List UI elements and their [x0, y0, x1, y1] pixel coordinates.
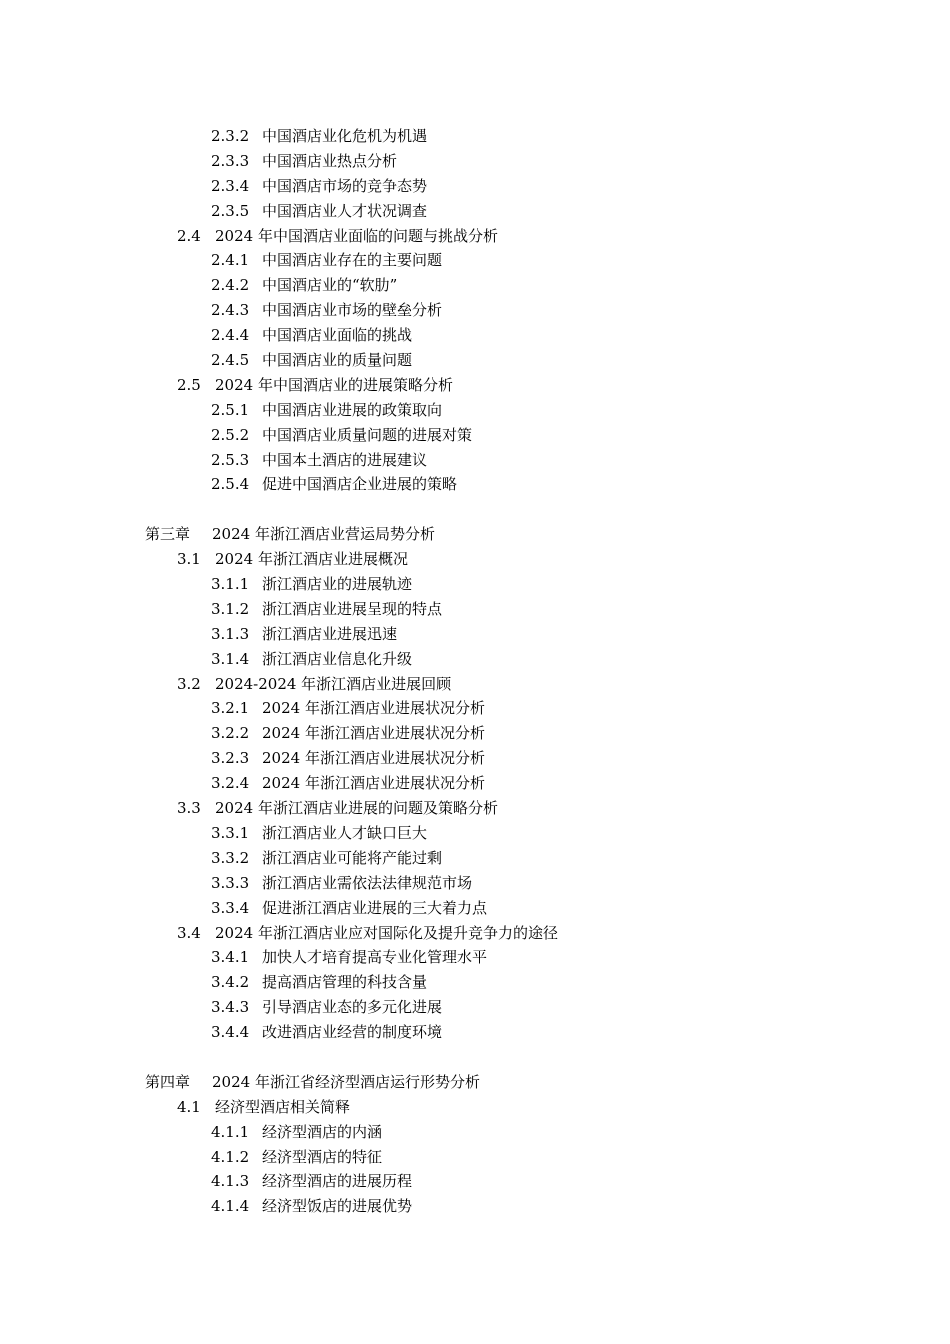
toc-subsection: [0, 174, 950, 199]
toc-number: 2.3.3: [211, 151, 250, 170]
toc-title: 2024 年浙江酒店业应对国际化及提升竞争力的途径: [215, 923, 558, 942]
toc-subsection: [0, 472, 950, 497]
toc-number: 3.2.4: [211, 774, 250, 793]
toc-title: 浙江酒店业可能将产能过剩: [262, 848, 443, 867]
toc-title: 浙江酒店业的进展轨迹: [262, 575, 413, 594]
toc-title: 中国酒店业面临的挑战: [262, 326, 413, 345]
toc-title: 加快人才培育提高专业化管理水平: [262, 948, 488, 967]
toc-subsection: [0, 199, 950, 224]
toc-number: 2.3.2: [211, 127, 250, 145]
toc-subsection: [0, 647, 950, 672]
section-spacer: [0, 497, 950, 522]
toc-section: [0, 547, 950, 572]
toc-title: 引导酒店业态的多元化进展: [262, 998, 443, 1017]
toc-number: 2.4.3: [211, 301, 250, 320]
toc-title: 中国酒店业人才状况调查: [262, 201, 428, 220]
toc-subsection: [0, 721, 950, 746]
toc-number: 2.4.1: [211, 251, 250, 270]
toc-number: 3.3: [177, 799, 201, 818]
toc-subsection: [0, 970, 950, 995]
toc-subsection: [0, 348, 950, 373]
toc-number: 3.2.2: [211, 724, 250, 743]
toc-number: 4.1.3: [211, 1172, 250, 1191]
toc-subsection: [0, 821, 950, 846]
toc-number: 3.3.3: [211, 873, 250, 892]
toc-number: 3.4.1: [211, 948, 250, 967]
toc-title: 经济型酒店相关简释: [215, 1097, 351, 1116]
toc-subsection: [0, 771, 950, 796]
toc-title: 浙江酒店业信息化升级: [262, 649, 413, 668]
toc-subsection: [0, 896, 950, 921]
toc-subsection: [0, 1020, 950, 1045]
toc-title: 中国酒店业化危机为机遇: [262, 127, 428, 145]
toc-title: 2024 年浙江酒店业进展状况分析: [262, 699, 485, 718]
toc-subsection: [0, 622, 950, 647]
toc-subsection: [0, 323, 950, 348]
toc-subsection: [0, 597, 950, 622]
toc-number: 3.1.3: [211, 624, 250, 643]
toc-subsection: [0, 696, 950, 721]
toc-title: 2024 年中国酒店业面临的问题与挑战分析: [215, 226, 498, 245]
toc-subsection: [0, 1169, 950, 1194]
toc-title: 浙江酒店业需依法法律规范市场: [262, 873, 473, 892]
toc-number: 4.1.4: [211, 1197, 250, 1216]
toc-number: 2.3.5: [211, 201, 250, 220]
toc-section: [0, 373, 950, 398]
toc-number: 第三章: [145, 525, 191, 544]
toc-title: 中国酒店业存在的主要问题: [262, 251, 443, 270]
toc-number: 4.1.2: [211, 1147, 250, 1166]
toc-title: 浙江酒店业进展迅速: [262, 624, 398, 643]
toc-number: 第四章: [145, 1072, 191, 1091]
toc-title: 浙江酒店业进展呈现的特点: [262, 599, 443, 618]
toc-number: 2.3.4: [211, 176, 250, 195]
toc-subsection: [0, 746, 950, 771]
toc-number: 3.4: [177, 923, 201, 942]
section-spacer: [0, 1045, 950, 1070]
toc-title: 经济型酒店的特征: [262, 1147, 383, 1166]
toc-title: 改进酒店业经营的制度环境: [262, 1023, 443, 1042]
toc-subsection: [0, 572, 950, 597]
toc-subsection: [0, 423, 950, 448]
toc-number: 2.5.1: [211, 400, 250, 419]
toc-title: 中国酒店业的“软肋”: [262, 276, 398, 295]
toc-number: 3.1.2: [211, 599, 250, 618]
toc-title: 提高酒店管理的科技含量: [262, 973, 428, 992]
toc-title: 2024 年中国酒店业的进展策略分析: [215, 375, 453, 394]
toc-title: 2024 年浙江省经济型酒店运行形势分析: [212, 1072, 480, 1091]
toc-title: 2024 年浙江酒店业进展状况分析: [262, 749, 485, 768]
toc-title: 中国酒店业进展的政策取向: [262, 400, 443, 419]
toc-title: 2024 年浙江酒店业进展概况: [215, 550, 408, 569]
toc-number: 3.4.3: [211, 998, 250, 1017]
toc-number: 3.3.1: [211, 823, 250, 842]
toc-subsection: [0, 1120, 950, 1145]
toc-title: 中国酒店市场的竞争态势: [262, 176, 428, 195]
toc-number: 3.2: [177, 674, 201, 693]
toc-number: 2.4.4: [211, 326, 250, 345]
toc-title: 2024 年浙江酒店业进展状况分析: [262, 724, 485, 743]
toc-number: 3.2.1: [211, 699, 250, 718]
toc-subsection: [0, 273, 950, 298]
toc-number: 2.5: [177, 375, 201, 394]
toc-chapter: [0, 1070, 950, 1095]
toc-subsection: [0, 995, 950, 1020]
toc-number: 3.2.3: [211, 749, 250, 768]
toc-title: 2024 年浙江酒店业进展状况分析: [262, 774, 485, 793]
toc-number: 2.4.2: [211, 276, 250, 295]
toc-number: 3.1.4: [211, 649, 250, 668]
toc-number: 3.3.2: [211, 848, 250, 867]
toc-number: 4.1.1: [211, 1122, 250, 1141]
table-of-contents: [0, 124, 950, 1219]
toc-number: 3.1.1: [211, 575, 250, 594]
toc-subsection: [0, 298, 950, 323]
toc-title: 中国酒店业质量问题的进展对策: [262, 425, 473, 444]
toc-number: 3.4.4: [211, 1023, 250, 1042]
toc-subsection: [0, 945, 950, 970]
toc-subsection: [0, 846, 950, 871]
toc-title: 2024-2024 年浙江酒店业进展回顾: [215, 674, 452, 693]
toc-section: [0, 1095, 950, 1120]
toc-section: [0, 796, 950, 821]
toc-section: [0, 921, 950, 946]
toc-subsection: [0, 124, 950, 149]
toc-number: 2.4.5: [211, 351, 250, 370]
toc-number: 2.4: [177, 226, 201, 245]
toc-title: 经济型酒店的内涵: [262, 1122, 383, 1141]
toc-subsection: [0, 1194, 950, 1219]
toc-subsection: [0, 149, 950, 174]
toc-number: 2.5.3: [211, 450, 250, 469]
toc-number: 3.3.4: [211, 898, 250, 917]
toc-chapter: [0, 522, 950, 547]
toc-subsection: [0, 398, 950, 423]
toc-number: 4.1: [177, 1097, 201, 1116]
toc-subsection: [0, 248, 950, 273]
toc-title: 中国酒店业热点分析: [262, 151, 398, 170]
toc-title: 经济型酒店的进展历程: [262, 1172, 413, 1191]
toc-number: 2.5.2: [211, 425, 250, 444]
toc-title: 中国本土酒店的进展建议: [262, 450, 428, 469]
toc-title: 经济型饭店的进展优势: [262, 1197, 413, 1216]
toc-title: 2024 年浙江酒店业营运局势分析: [212, 525, 435, 544]
toc-title: 促进浙江酒店业进展的三大着力点: [262, 898, 488, 917]
toc-section: [0, 224, 950, 249]
toc-number: 3.1: [177, 550, 201, 569]
toc-subsection: [0, 871, 950, 896]
toc-subsection: [0, 1145, 950, 1170]
toc-number: 3.4.2: [211, 973, 250, 992]
toc-subsection: [0, 448, 950, 473]
toc-title: 中国酒店业的质量问题: [262, 351, 413, 370]
toc-title: 中国酒店业市场的壁垒分析: [262, 301, 443, 320]
toc-number: 2.5.4: [211, 475, 250, 494]
toc-title: 浙江酒店业人才缺口巨大: [262, 823, 428, 842]
toc-section: [0, 672, 950, 697]
toc-title: 2024 年浙江酒店业进展的问题及策略分析: [215, 799, 498, 818]
toc-title: 促进中国酒店企业进展的策略: [262, 475, 458, 494]
